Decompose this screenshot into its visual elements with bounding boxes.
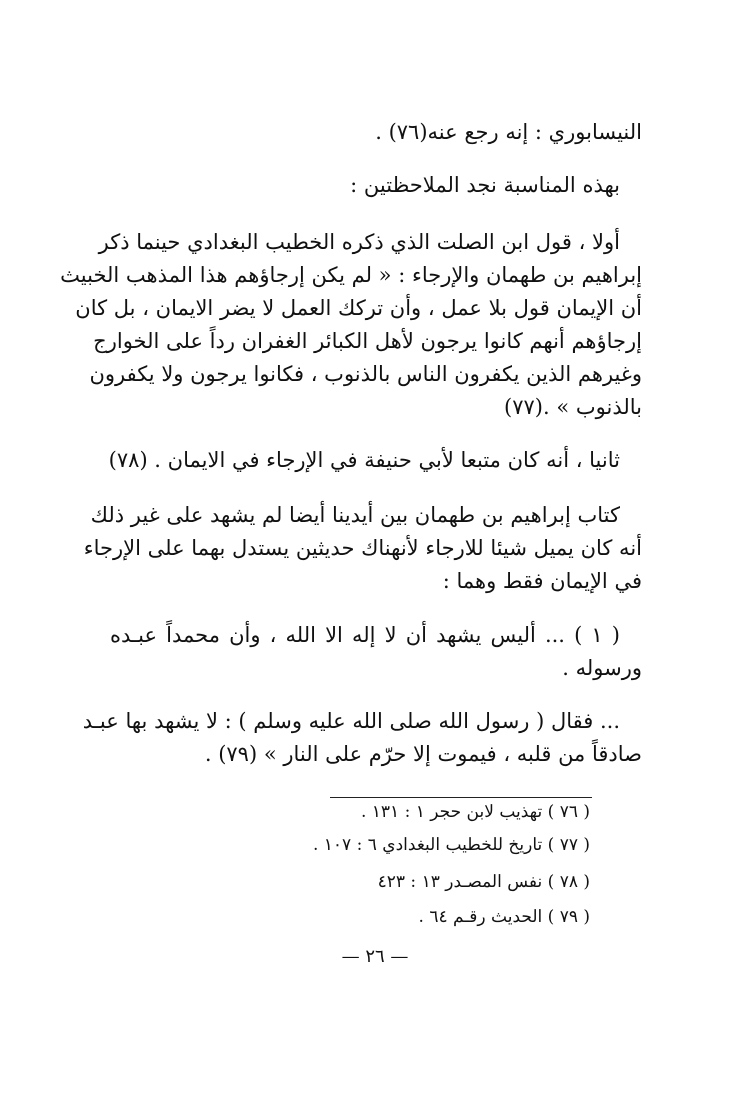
- body-text-line: كتاب إبراهيم بن طهمان بين أيدينا أيضا لم يشهد على غير ذلك: [90, 503, 620, 527]
- body-text-line: وغيرهم الذين يكفرون الناس بالذنوب ، فكانوا يرجون ولا يكفرون: [89, 362, 642, 386]
- body-text-line: إبراهيم بن طهمان والإرجاء : « لم يكن إرجاؤهم هذا المذهب الخبيث: [60, 263, 642, 287]
- footnote: ( ٧٨ ) نفس المصـدر ١٣ : ٤٢٣: [377, 872, 590, 892]
- body-text-line: أنه كان يميل شيئا للارجاء لأنهناك حديثين يستدل بهما على الإرجاء: [83, 536, 642, 560]
- page-number: — ٢٦ —: [341, 946, 409, 967]
- body-text-line: ورسوله .: [562, 656, 642, 680]
- body-text-line: ... فقال ( رسول الله صلى الله عليه وسلم ) : لا يشهد بها عبـد: [82, 709, 620, 733]
- body-text-line: أولا ، قول ابن الصلت الذي ذكره الخطيب البغدادي حينما ذكر: [98, 230, 620, 254]
- footnote: ( ٧٦ ) تهذيب لابن حجر ١ : ١٣١ .: [360, 802, 590, 822]
- body-text-line: بهذه المناسبة نجد الملاحظتين :: [350, 173, 620, 197]
- footnote: ( ٧٧ ) تاريخ للخطيب البغدادي ٦ : ١٠٧ .: [312, 835, 590, 855]
- body-text-line: ( ١ ) ... أليس يشهد أن لا إله الا الله ، وأن محمداً عبـده: [110, 623, 620, 647]
- body-text-line: في الإيمان فقط وهما :: [442, 569, 642, 593]
- body-text-line: إرجاؤهم أنهم كانوا يرجون لأهل الكبائر الغفران رداً على الخوارج: [93, 329, 642, 353]
- body-text-line: النيسابوري : إنه رجع عنه(٧٦) .: [375, 120, 642, 144]
- footnote-separator: [330, 797, 592, 798]
- footnote: ( ٧٩ ) الحديث رقـم ٦٤ .: [418, 907, 590, 927]
- body-text-line: أن الإيمان قول بلا عمل ، وأن تركك العمل لا يضر الايمان ، بل كان: [75, 296, 642, 320]
- body-text-line: صادقاً من قلبه ، فيموت إلا حرّم على النار » (٧٩) .: [204, 742, 642, 766]
- body-text-line: ثانيا ، أنه كان متبعا لأبي حنيفة في الإرجاء في الايمان . (٧٨): [108, 448, 620, 472]
- body-text-line: بالذنوب » .(٧٧): [504, 395, 642, 419]
